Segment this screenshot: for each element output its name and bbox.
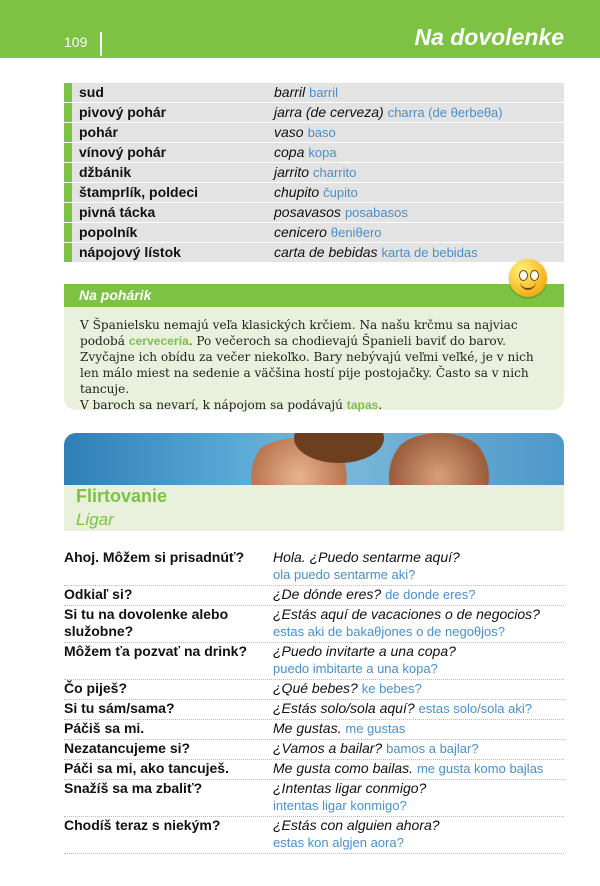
phrase-spanish-block [273,549,568,583]
phrase-slovak: Nezatancujeme si? [64,740,191,756]
phrase-spanish: ¿Vamos a bailar? [273,740,383,756]
vocab-row [64,243,564,263]
section-subtitle: Ligar [76,510,114,529]
smiley-icon [509,259,547,297]
phrase-row [64,700,564,720]
vocab-row [64,143,564,163]
page-number: 109 [64,34,88,50]
phrase-spanish: ¿Estás con alguien ahora? [273,817,440,833]
vocab-row [64,163,564,183]
phrase-slovak: Môžem ťa pozvať na drink? [64,643,247,659]
vocab-spanish: carta de bebidas karta de bebidas [274,244,478,260]
phrase-spanish: ¿Estás solo/sola aquí? [273,700,415,716]
phrase-slovak: Ahoj. Môžem si prisadnúť? [64,549,245,565]
phrase-pronunciation: bamos a bajlar? [386,741,479,756]
vocab-spanish: chupito čupito [274,184,358,200]
vocab-pronunciation: baso [307,125,336,140]
phrase-spanish: ¿Qué bebes? [273,680,358,696]
phrase-row [64,817,564,854]
couple-photo [64,433,564,485]
phrase-pronunciation: puedo imbitarte a una kopa? [273,661,438,676]
vocab-slovak: vínový pohár [79,144,167,160]
vocab-slovak: pivná tácka [79,204,156,220]
chapter-title: Na dovolenke [414,24,564,50]
vocab-slovak: popolník [79,224,138,240]
vocab-slovak: nápojový lístok [79,244,181,260]
phrase-pronunciation: estas solo/sola aki? [418,701,532,716]
info-box [64,284,564,410]
vocab-spanish: vaso baso [274,124,336,140]
phrase-row [64,549,564,586]
vocab-row [64,123,564,143]
vocab-row [64,83,564,103]
phrase-spanish: Me gusta como bailas. [273,760,414,776]
phrase-slovak: Si tu na dovolenke alebo služobne? [64,606,229,639]
vocab-pronunciation: karta de bebidas [381,245,478,260]
phrase-spanish-block [273,700,568,717]
phrase-spanish-block [273,760,568,777]
vocab-slovak: pohár [79,124,118,140]
phrase-slovak: Odkiaľ si? [64,586,133,602]
phrase-spanish: ¿Intentas ligar conmigo? [273,780,427,796]
vocab-spanish: jarra (de cerveza) charra (de θerbeθa) [274,104,503,120]
phrase-spanish-block [273,606,568,640]
phrase-spanish-block [273,780,568,814]
phrase-spanish-block [273,643,568,677]
vocab-row [64,223,564,243]
phrase-pronunciation: estas kon algjen aora? [273,835,404,850]
phrase-pronunciation: intentas ligar konmigo? [273,798,407,813]
phrase-row [64,643,564,680]
vocab-pronunciation: θeniθero [330,225,382,240]
info-box-title: Na pohárik [64,284,564,307]
phrase-spanish-block [273,586,568,603]
phrase-spanish: Me gustas. [273,720,342,736]
phrase-row [64,720,564,740]
vocab-pronunciation: čupito [323,185,358,200]
phrase-slovak: Snažíš sa ma zbaliť? [64,780,203,796]
phrase-pronunciation: me gustas [345,721,406,736]
vocab-slovak: štamprlík, poldeci [79,184,199,200]
phrase-spanish: ¿Puedo invitarte a una copa? [273,643,456,659]
vocab-spanish: copa kopa [274,144,337,160]
vocab-spanish: barril barril [274,84,339,100]
phrase-row [64,606,564,643]
highlight-term: cervecería [128,334,189,348]
vocab-row [64,203,564,223]
phrase-row [64,680,564,700]
phrase-spanish-block [273,720,568,737]
phrase-spanish: ¿De dónde eres? [273,586,382,602]
phrase-pronunciation: me gusta komo bajlas [416,761,544,776]
phrase-spanish-block [273,740,568,757]
phrase-slovak: Čo piješ? [64,680,128,696]
phrase-slovak: Si tu sám/sama? [64,700,175,716]
vocab-slovak: džbánik [79,164,132,180]
phrase-row [64,586,564,606]
page-number-divider [100,32,102,56]
phrase-slovak: Páčiš sa mi. [64,720,145,736]
info-box-text: V Španielsku nemajú veľa klasických krčiem. Na našu krčmu sa najviac podobá cervecería. Po večeroch sa chodievajú Španieli baviť do barov. Zvyčajne ich obídu za večer niekoľko. Bary nebývajú veľmi veľké, je v nich len málo miest na sedenie a väčšina hostí pije postojačky. Často sa v nich tancuje. V baroch sa nevarí, k nápojom sa podávajú tapas. [80,318,534,412]
phrase-spanish: ¿Estás aquí de vacaciones o de negocios? [273,606,540,622]
vocab-pronunciation: kopa [308,145,337,160]
vocab-pronunciation: charra (de θerbeθa) [387,105,503,120]
phrase-pronunciation: estas aki de bakaθjones o de negoθjos? [273,624,506,639]
phrase-slovak: Páči sa mi, ako tancuješ. [64,760,229,776]
section-title: Flirtovanie [76,486,168,506]
phrase-list [64,549,564,854]
phrase-row [64,740,564,760]
section-heading [64,485,564,531]
phrase-pronunciation: de donde eres? [385,587,476,602]
vocab-pronunciation: posabasos [344,205,408,220]
phrase-spanish: Hola. ¿Puedo sentarme aquí? [273,549,460,565]
page-header [0,0,600,58]
highlight-term: tapas [346,398,379,412]
vocabulary-table [64,83,564,263]
vocab-slovak: pivový pohár [79,104,167,120]
phrase-row [64,760,564,780]
phrase-slovak: Chodíš teraz s niekým? [64,817,221,833]
vocab-row [64,183,564,203]
phrase-pronunciation: ke bebes? [361,681,422,696]
vocab-pronunciation: charrito [313,165,357,180]
vocab-spanish: jarrito charrito [274,164,357,180]
phrase-spanish-block [273,680,568,697]
phrase-row [64,780,564,817]
vocab-row [64,103,564,123]
vocab-slovak: sud [79,84,104,100]
vocab-pronunciation: barril [309,85,339,100]
vocab-spanish: posavasos posabasos [274,204,408,220]
phrase-pronunciation: ola puedo sentarme aki? [273,567,416,582]
phrase-spanish-block [273,817,568,851]
vocab-spanish: cenicero θeniθero [274,224,382,240]
